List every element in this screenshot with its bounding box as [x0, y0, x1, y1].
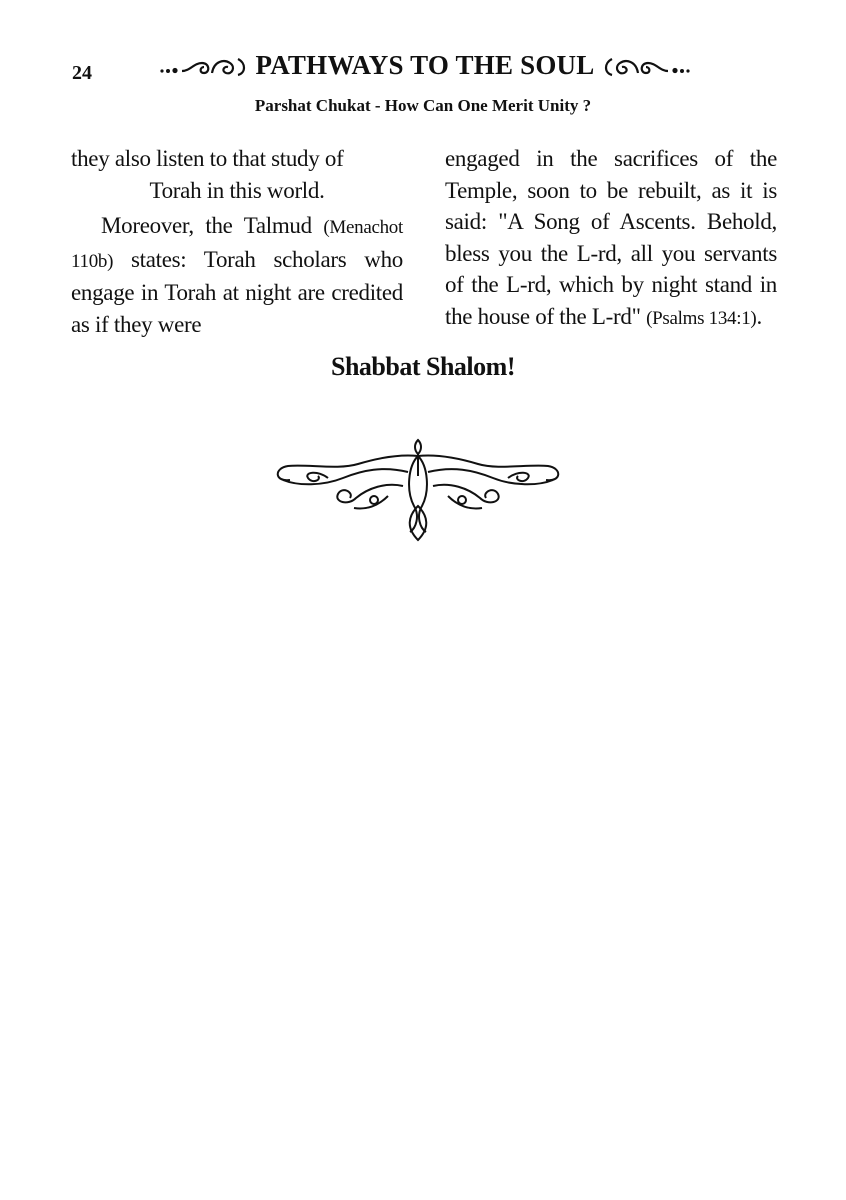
paragraph-line: they also listen to that study of — [71, 146, 344, 171]
paragraph-text: . — [756, 303, 762, 329]
source-reference: (Psalms 134:1) — [646, 307, 757, 329]
paragraph-text: states: Torah scholars who engage in Torah at night are credited as if they were — [71, 246, 403, 337]
left-column — [71, 143, 403, 340]
paragraph-text: engaged in the sacrifices of the Temple, soon to be rebuilt, as it is said: "A Song of Ascents. Behold, bless you the L-rd, all you servants of the L-rd, which by night stand in the house of the L-rd" — [445, 146, 777, 329]
paragraph — [71, 210, 403, 340]
decorative-flourish-icon — [268, 436, 568, 546]
left-title-ornament-icon — [158, 51, 250, 81]
paragraph — [445, 143, 777, 334]
page-number: 24 — [72, 62, 92, 84]
right-column — [445, 143, 777, 334]
chapter-subtitle: Parshat Chukat - How Can One Merit Unity ? — [254, 96, 592, 115]
flourish-left-half — [278, 455, 418, 532]
source-reference: (Menachot 110b) — [71, 217, 403, 272]
book-title: PATHWAYS TO THE SOUL — [255, 50, 595, 80]
flourish-right-half — [418, 455, 558, 532]
right-title-ornament-icon — [600, 51, 692, 81]
paragraph-end-line: Torah in this world. — [149, 177, 325, 203]
running-title — [130, 50, 720, 81]
paragraph-text: Moreover, the Talmud — [101, 213, 324, 238]
sign-off: Shabbat Shalom! — [331, 352, 515, 381]
